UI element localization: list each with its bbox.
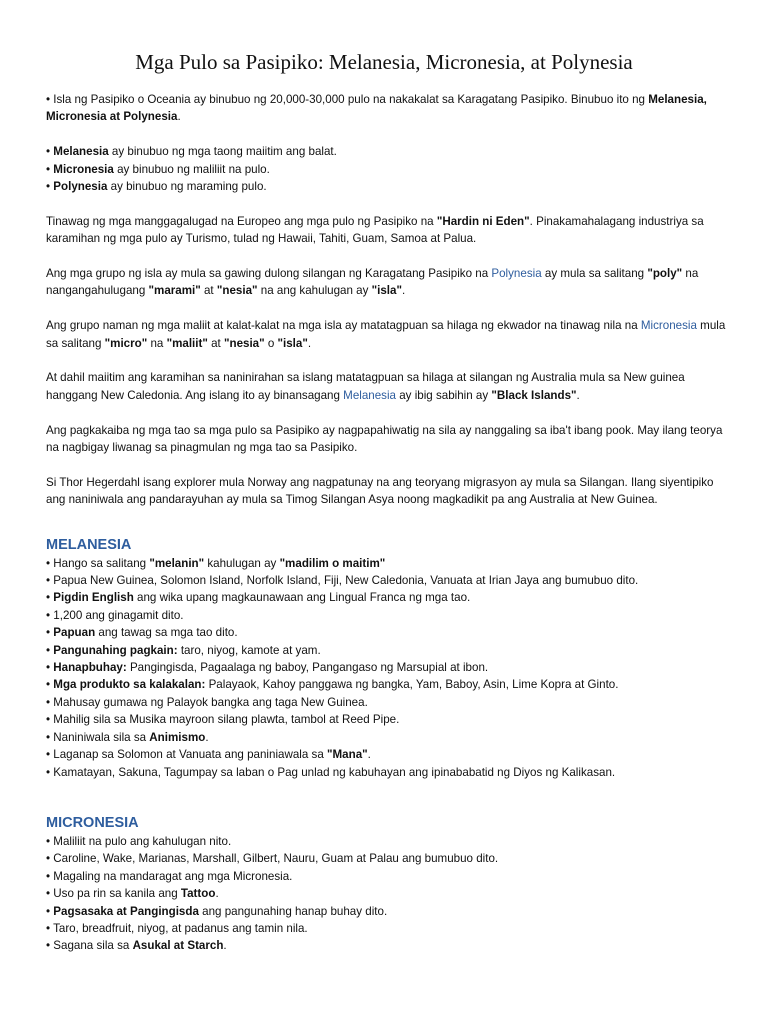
list-item bbox=[46, 920, 736, 937]
list-item bbox=[46, 746, 736, 763]
list-item bbox=[46, 694, 736, 711]
text: Ang mga grupo ng isla ay mula sa gawing dulong silangan ng Karagatang Pasipiko na bbox=[46, 267, 492, 281]
bold-text: "isla" bbox=[371, 284, 402, 298]
melanesia-link[interactable]: Melanesia bbox=[343, 388, 397, 402]
list-item bbox=[46, 764, 736, 781]
item-text: . bbox=[367, 748, 371, 762]
list-item bbox=[46, 555, 736, 572]
melanesia-paragraph bbox=[46, 369, 736, 404]
item-text: kahulugan ay bbox=[204, 556, 280, 570]
item-text: ang pangunahing hanap buhay dito. bbox=[198, 904, 388, 918]
item-text: • bbox=[46, 643, 54, 657]
item-text: • Mahilig sila sa Musika mayroon silang plawta, tambol at Reed Pipe. bbox=[46, 713, 400, 727]
text: at bbox=[207, 336, 224, 350]
melanesia-list bbox=[46, 555, 736, 781]
polynesia-link[interactable]: Polynesia bbox=[491, 267, 542, 281]
item-text: . bbox=[223, 939, 227, 953]
list-item bbox=[46, 868, 736, 885]
text: . bbox=[576, 388, 580, 402]
bold-text: Hanapbuhay: bbox=[53, 661, 127, 675]
intro-end: . bbox=[177, 110, 181, 124]
text: ay mula sa salitang bbox=[541, 267, 648, 281]
def-text: ay binubuo ng maraming pulo. bbox=[107, 180, 267, 194]
list-item bbox=[46, 642, 736, 659]
item-text: • bbox=[46, 661, 54, 675]
intro-text: • Isla ng Pasipiko o Oceania ay binubuo ng 20,000-30,000 pulo na nakakalat sa Karagatang Pasipiko. Binubuo ito ng bbox=[46, 93, 649, 106]
item-text: Palayaok, Kahoy panggawa ng bangka, Yam, Baboy, Asin, Lime Kopra at Ginto. bbox=[205, 678, 619, 692]
list-item bbox=[46, 833, 736, 850]
item-text: • bbox=[46, 904, 54, 918]
intro-paragraph bbox=[46, 91, 736, 126]
def-term: Micronesia bbox=[53, 162, 114, 176]
text: na bbox=[147, 336, 167, 350]
item-text: • bbox=[46, 678, 54, 692]
list-item bbox=[46, 937, 736, 954]
polynesia-paragraph bbox=[46, 265, 736, 300]
text: o bbox=[264, 336, 278, 350]
list-item bbox=[46, 624, 736, 641]
def-term: Polynesia bbox=[53, 180, 108, 194]
bold-text: "micro" bbox=[104, 336, 148, 350]
bold-text: Pagsasaka at Pangingisda bbox=[53, 904, 199, 918]
bold-text: Mga produkto sa kalakalan: bbox=[53, 678, 206, 692]
list-item bbox=[46, 676, 736, 693]
micronesia-paragraph bbox=[46, 317, 736, 352]
list-item bbox=[46, 850, 736, 867]
micronesia-heading: MICRONESIA bbox=[46, 814, 139, 831]
def-micronesia: • Micronesia ay binubuo ng maliliit na pulo. bbox=[46, 162, 270, 176]
difference-paragraph: Ang pagkakaiba ng mga tao sa mga pulo sa Pasipiko ay nagpapahiwatig na sila ay nanggaling sa iba't ibang pook. May ilang teorya na nagbigay liwanag sa pinagmulan ng mga tao sa Pasipiko. bbox=[46, 423, 723, 455]
bold-text: Tattoo bbox=[180, 887, 216, 901]
bold-text: Pangunahing pagkain: bbox=[53, 643, 178, 657]
definitions-list bbox=[46, 143, 736, 195]
eden-paragraph bbox=[46, 213, 736, 248]
text: mula sa salitang bbox=[46, 319, 726, 350]
item-text: • Sagana sila sa bbox=[46, 939, 133, 953]
bold-text: "nesia" bbox=[216, 284, 258, 298]
def-melanesia: • Melanesia ay binubuo ng mga taong maiitim ang balat. bbox=[46, 145, 337, 159]
item-text: ang tawag sa mga tao dito. bbox=[95, 626, 238, 640]
def-text: ay binubuo ng maliliit na pulo. bbox=[113, 162, 270, 176]
def-polynesia: • Polynesia ay binubuo ng maraming pulo. bbox=[46, 180, 267, 194]
list-item bbox=[46, 572, 736, 589]
item-text: • Hango sa salitang bbox=[46, 556, 150, 570]
bold-text: "nesia" bbox=[223, 336, 265, 350]
text: . bbox=[307, 336, 312, 350]
item-text: . bbox=[205, 730, 209, 744]
item-text: • bbox=[46, 626, 54, 640]
item-text: • Uso pa rin sa kanila ang bbox=[46, 887, 181, 901]
item-text: taro, niyog, kamote at yam. bbox=[177, 643, 321, 657]
list-item bbox=[46, 903, 736, 920]
list-item bbox=[46, 659, 736, 676]
item-text: • Magaling na mandaragat ang mga Micronesia. bbox=[46, 869, 293, 883]
item-text: • 1,200 ang ginagamit dito. bbox=[46, 608, 184, 622]
item-text: • Kamatayan, Sakuna, Tagumpay sa laban o Pag unlad ng kabuhayan ang ipinababatid ng Diyos ng Kalikasan. bbox=[46, 765, 616, 779]
text: na nangangahulugang bbox=[46, 267, 699, 298]
item-text: . bbox=[215, 887, 219, 901]
page-title: Mga Pulo sa Pasipiko: Melanesia, Micronesia, at Polynesia bbox=[135, 50, 633, 74]
bold-text: "Mana" bbox=[327, 748, 368, 762]
item-text: Pangingisda, Pagaalaga ng baboy, Pangangaso ng Marsupial at ibon. bbox=[126, 661, 489, 675]
bold-text: "melanin" bbox=[149, 556, 205, 570]
thor-paragraph: Si Thor Hegerdahl isang explorer mula Norway ang nagpatunay na ang teoryang migrasyon ay mula sa Silangan. Ilang siyentipiko ang naniniwala ang pandarayuhan ay mula sa Timog Silangan Asya noong magkadikit pa ang Australia at New Guinea. bbox=[46, 475, 714, 507]
micronesia-list bbox=[46, 833, 736, 955]
def-term: Melanesia bbox=[53, 145, 109, 159]
list-item bbox=[46, 885, 736, 902]
micronesia-link[interactable]: Micronesia bbox=[640, 319, 697, 333]
bold-text: "Hardin ni Eden" bbox=[436, 214, 530, 228]
bold-text: "isla" bbox=[277, 336, 308, 350]
text: na ang kahulugan ay bbox=[257, 284, 372, 298]
item-text: • bbox=[46, 591, 54, 605]
item-text: • Laganap sa Solomon at Vanuata ang paniniawala sa bbox=[46, 748, 328, 762]
bold-text: "marami" bbox=[148, 284, 201, 298]
text: ay ibig sabihin ay bbox=[396, 388, 492, 402]
bold-text: Asukal at Starch bbox=[132, 939, 224, 953]
bold-text: Pigdin English bbox=[53, 591, 134, 605]
bold-text: "poly" bbox=[647, 267, 683, 281]
text: Ang grupo naman ng mga maliit at kalat-kalat na mga isla ay matatagpuan sa hilaga ng ekwador na tinawag nila na bbox=[46, 319, 641, 333]
list-item bbox=[46, 729, 736, 746]
text: . Pinakamahalagang industriya sa karamihan ng mga pulo ay Turismo, tulad ng Hawaii, Tahiti, Guam, Samoa at Palua. bbox=[46, 214, 704, 246]
bold-text: "madilim o maitim" bbox=[279, 556, 386, 570]
list-item bbox=[46, 589, 736, 606]
text: Tinawag ng mga manggagalugad na Europeo ang mga pulo ng Pasipiko na bbox=[46, 214, 437, 228]
item-text: • Mahusay gumawa ng Palayok bangka ang taga New Guinea. bbox=[46, 695, 368, 709]
text: At dahil maiitim ang karamihan sa naninirahan sa islang matatagpuan sa hilaga at silangan ng Australia mula sa New guinea hanggang New Caledonia. Ang islang ito ay binansagang bbox=[46, 371, 685, 402]
bold-text: "maliit" bbox=[166, 336, 208, 350]
item-text: • Caroline, Wake, Marianas, Marshall, Gilbert, Nauru, Guam at Palau ang bumubuo dito. bbox=[46, 852, 499, 866]
document-body bbox=[46, 91, 736, 955]
text: at bbox=[200, 284, 217, 298]
item-text: • Maliliit na pulo ang kahulugan nito. bbox=[46, 834, 232, 848]
bold-text: Animismo bbox=[149, 730, 206, 744]
text: . bbox=[401, 284, 406, 298]
melanesia-heading: MELANESIA bbox=[46, 536, 132, 553]
item-text: • Papua New Guinea, Solomon Island, Norfolk Island, Fiji, New Caledonia, Vanuata at Irian Jaya ang bumubuo dito. bbox=[46, 574, 639, 588]
list-item bbox=[46, 711, 736, 728]
bold-text: Papuan bbox=[53, 626, 96, 640]
list-item bbox=[46, 607, 736, 624]
item-text: • Naniniwala sila sa bbox=[46, 730, 150, 744]
intro-bold: Melanesia, Micronesia at Polynesia bbox=[46, 93, 707, 124]
item-text: • Taro, breadfruit, niyog, at padanus ang tamin nila. bbox=[46, 921, 308, 935]
bold-text: "Black Islands" bbox=[491, 388, 577, 402]
item-text: ang wika upang magkaunawaan ang Lingual Franca ng mga tao. bbox=[133, 591, 471, 605]
def-text: ay binubuo ng mga taong maiitim ang balat. bbox=[108, 145, 337, 159]
